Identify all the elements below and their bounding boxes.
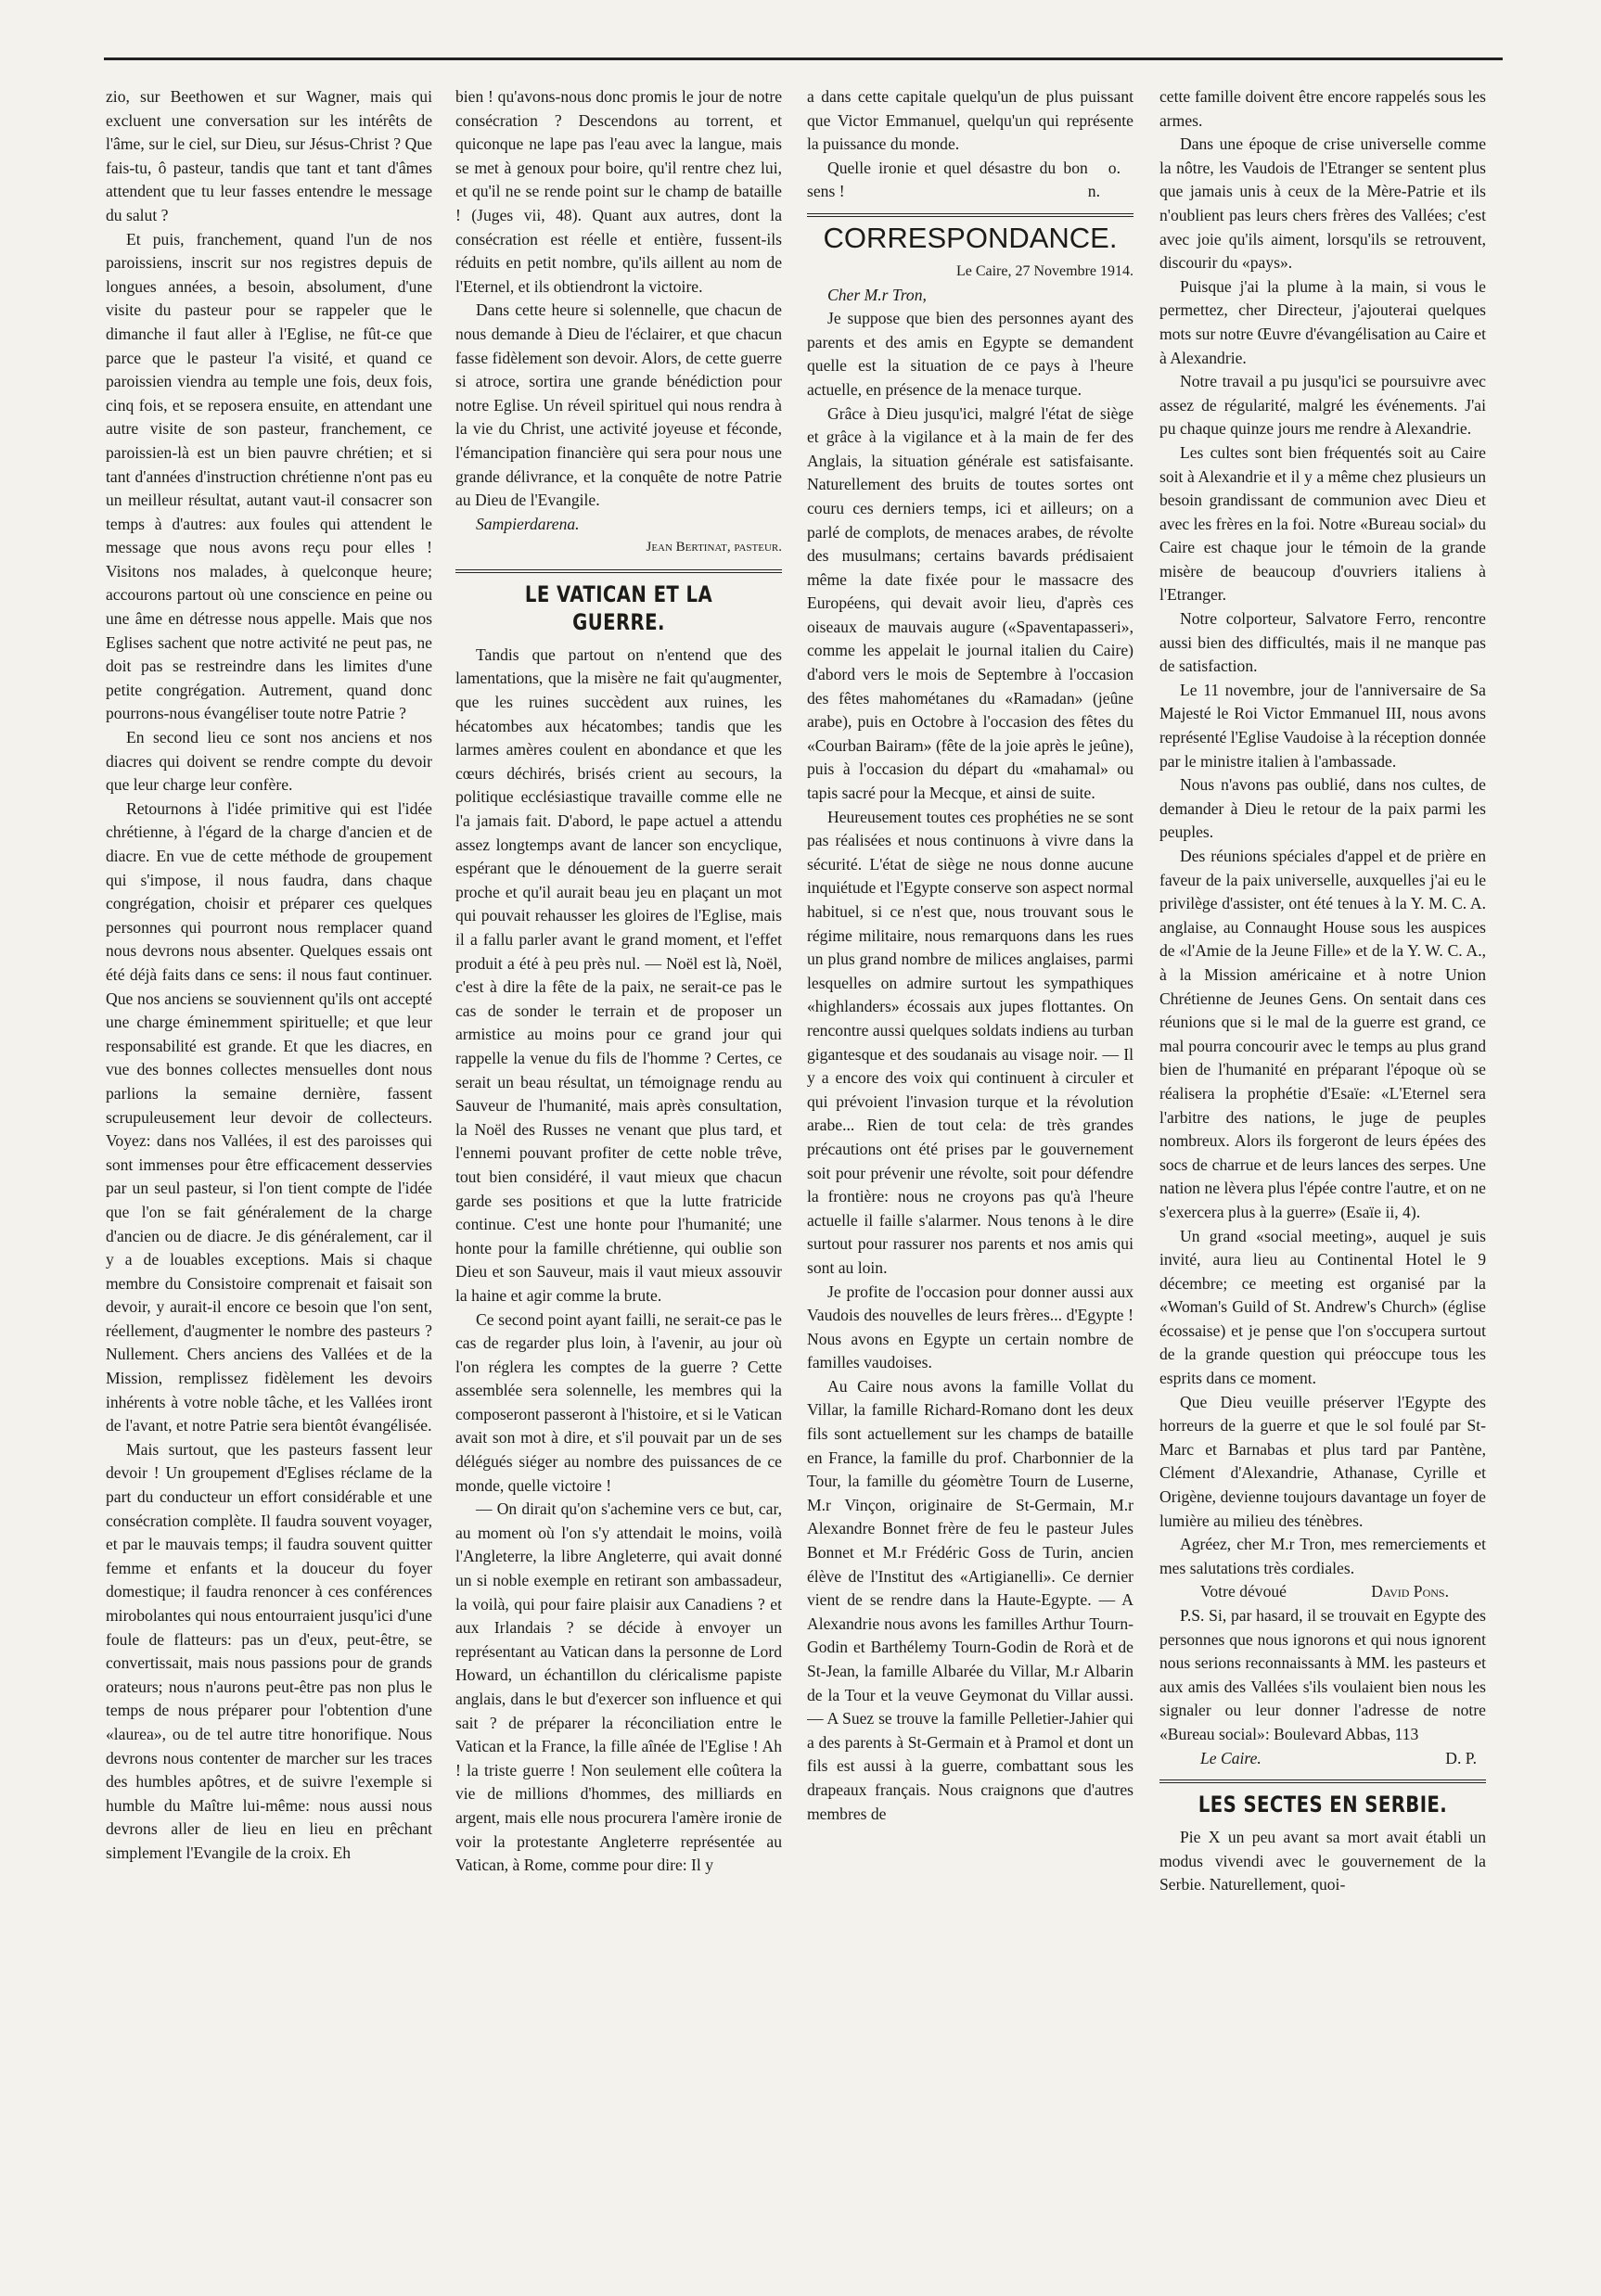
section-divider xyxy=(1159,1779,1486,1783)
paragraph: Que Dieu veuille préserver l'Egypte des horreurs de la guerre et que le sol foulé par St-Marc et Barnabas et plus tard par Pantène, Clément d'Alexandrie, Athanase, Cyrille et Origène, devienne toujours davantage un foyer de lumière au milieu des ténèbres. xyxy=(1159,1392,1486,1530)
signature-place: Sampierdarena. xyxy=(476,514,580,533)
paragraph-text: Quelle ironie et quel désastre du bon sens ! xyxy=(807,158,1088,201)
letter-salutation: Cher M.r Tron, xyxy=(827,285,927,304)
section-divider xyxy=(455,569,782,573)
paragraph: Agréez, cher M.r Tron, mes remerciements et mes salutations très cordiales. xyxy=(1159,1535,1486,1577)
letter-closing xyxy=(1159,1580,1486,1604)
paragraph: Je suppose que bien des personnes ayant des parents et des amis en Egypte se demandent quelle est la situation de ce pays à l'heure actuelle, en présence de la menace turque. xyxy=(807,309,1134,399)
paragraph: — On dirait qu'on s'achemine vers ce but, car, au moment où l'on s'y attendait le moins, voilà l'Angleterre, la libre Angleterre, qui avait donné un si noble exemple en retirant son ambassadeur, la voilà, qui pour faire plaisir aux Canadiens ? et aux Irlandais ? se décide à envoyer un représentant au Vatican dans la personne de Lord Howard, un échantillon du cléricalisme papiste anglais, dans le but d'exercer son influence et qui sait ? de préparer la réconciliation entre le Vatican et la France, la fille aînée de l'Eglise ! Ah ! la triste guerre ! Non seulement elle coûtera la vie de millions d'hommes, des milliards en argent, mais elle nous procurera l'amère ironie de voir la protestante Angleterre représentée au Vatican, à Rome, comme pour dire: Il y xyxy=(455,1499,782,1875)
article-heading: LE VATICAN ET LA GUERRE. xyxy=(524,580,713,635)
article-heading: LES SECTES EN SERBIE. xyxy=(1198,1792,1448,1818)
paragraph-signed xyxy=(807,157,1134,204)
paragraph: Tandis que partout on n'entend que des lamentations, que la misère ne fait qu'augmenter, que les ruines succèdent aux ruines, les hécatombes aux hécatombes; tandis que les larmes amères coulent en abondance et que les cœurs déchirés, brisés crient au secours, la politique ecclésiastique travaille comme elle ne l'a jamais fait. D'abord, le pape actuel a attendu assez longtemps avant de lancer son encyclique, espérant que le dénouement de la guerre serait proche et qu'il aurait beau jeu en plaçant un mot qui pouvait rehausser les gloires de l'Eglise, mais il a fallu parler avant le grand moment, et l'effet produit a été à peu près nul. — Noël est là, Noël, c'est à dire la fête de la paix, ne serait-ce pas le cas de sonder le terrain et de proposer un armistice au moins pour ce grand jour qui rappelle la venue du fils de l'homme ? Certes, ce serait un beau résultat, un témoignage rendu au Sauveur de l'humanité, mais après consultation, la Noël des Russes ne venant que plus tard, et l'ennemi pouvant profiter de cette noble trêve, tout bien considéré, il vaut mieux que chacun garde ses positions et que la lutte fratricide continue. C'est une honte pour l'humanité; une honte pour la famille chrétienne, qui oublie son Dieu et son Sauveur, mais il vaut mieux assouvir la haine et agir comme la brute. xyxy=(455,644,782,1305)
top-rule xyxy=(104,57,1503,60)
postscript: P.S. Si, par hasard, il se trouvait en Egypte des personnes que nous ignorons et qui nous ignorent nous serions reconnaissants à MM. les pasteurs et aux amis des Vallées s'ils voulaient bien nous les signaler ou leur donner l'adresse de notre «Bureau social»: Boulevard Abbas, 113 xyxy=(1159,1606,1486,1743)
paragraph: Le 11 novembre, jour de l'anniversaire de Sa Majesté le Roi Victor Emmanuel III, nous avons représenté l'Eglise Vaudoise à la réception donnée par le ministre italien à l'ambassade. xyxy=(1159,680,1486,771)
postscript-place: Le Caire. xyxy=(1200,1748,1262,1767)
paragraph: Un grand «social meeting», auquel je suis invité, aura lieu au Continental Hotel le 9 décembre; ce meeting est organisé par la «Woman's Guild of St. Andrew's Church» (église écossaise) et je pense que l'on s'occupera surtout de la grande question qui préoccupe tous les esprits dans ce moment. xyxy=(1159,1226,1486,1388)
paragraph: Heureusement toutes ces prophéties ne se sont pas réalisées et nous continuons à vivre dans la sécurité. L'état de siège ne nous donne aucune inquiétude et l'Egypte conserve son aspect normal habituel, si ce n'est que, nous trouvant sous le régime militaire, nous remarquons dans les rues un plus grand nombre de milices anglaises, parmi lesquelles on admire surtout les sympathiques «highlanders» écossais aux jupes flottantes. On rencontre aussi quelques soldats indiens au turban gigantesque et des soudanais au visage noir. — Il y a encore des voix qui continuent à circuler et qui prévoient l'invasion turque et la révolution arabe... Rien de tout cela: de très grandes précautions ont été prises par le gouvernement soit pour prévenir une révolte, soit pour défendre la frontière: nous ne croyons pas qu'à l'heure actuelle il faille s'alarmer. Nous tenons à le dire surtout pour rassurer nos parents et nos amis qui sont au loin. xyxy=(807,807,1134,1277)
paragraph: Mais surtout, que les pasteurs fassent leur devoir ! Un groupement d'Eglises réclame de la part du conducteur un effort considérable et une consécration complète. Il faudra souvent voyager, et par le mauvais temps; il faudra souvent quitter femme et enfants et la douceur du foyer domestique; il faudra renoncer à ces conférences mirobolantes qui nous entourraient jusqu'ici d'une foule de flatteurs: pas un d'eux, peut-être, se convertissait, mais nous passions pour de grands orateurs; nous n'aurons peut-être pas non plus le temps de nous préparer pour l'obtention d'une «laurea», ou de tel autre titre honorifique. Nous devrons nous contenter de marcher sur les traces des humbles apôtres, et de suivre l'exemple si humble du Maître lui-même: nous aussi nous devrons aller de lieu en lieu en prêchant simplement l'Evangile de la croix. Eh xyxy=(106,1439,432,1862)
paragraph: a dans cette capitale quelqu'un de plus puissant que Victor Emmanuel, quelqu'un qui représente la puissance du monde. xyxy=(807,87,1134,154)
paragraph: Nous n'avons pas oublié, dans nos cultes, de demander à Dieu le retour de la paix parmi les peuples. xyxy=(1159,775,1486,842)
paragraph: bien ! qu'avons-nous donc promis le jour de notre consécration ? Descendons au torrent, et quiconque ne lape pas l'eau avec la langue, mais se met à genoux pour boire, qu'il rentre chez lui, et qu'il ne se rende point sur le champ de bataille ! (Juges vii, 48). Quant aux autres, dont la consécration est réelle et entière, fussent-ils réduits en petit nombre, qu'ils aillent au nom de l'Eternel, et ils obtiendront la victoire. xyxy=(455,87,782,296)
paragraph: Ce second point ayant failli, ne serait-ce pas le cas de regarder plus loin, à l'avenir, au jour où l'on réglera les comptes de la guerre ? Cette assemblée sera solennelle, les membres qui la composeront passeront à l'histoire, et si le Vatican avait son mot à dire, et s'il pouvait par un de ses délégués siéger au nombre des puissances de ce monde, quelle victoire ! xyxy=(455,1309,782,1495)
paragraph: Notre travail a pu jusqu'ici se poursuivre avec assez de régularité, malgré les événements. J'ai pu chaque quinze jours me rendre à Alexandrie. xyxy=(1159,372,1486,439)
paragraph: Grâce à Dieu jusqu'ici, malgré l'état de siège et grâce à la vigilance et à la main de fer des Anglais, la situation générale est satisfaisante. Naturellement des bruits de toutes sortes ont couru ces derniers temps, ici et ailleurs; on a parlé de complots, de menaces arabes, de révolte des musulmans; certains bavards prédisaient même la date fixée pour le massacre des Européens, qui devait avoir lieu, d'après ces oiseaux de mauvais augure («Spaventapasseri», comme les appelait le journal italien du Caire) d'abord vers le mois de Septembre à l'occasion des fêtes mahométanes du «Ramadan» (jeûne arabe), puis en Octobre à l'occasion des fêtes du «Courban Bairam» (fête de la joie après le jeûne), puis à l'occasion du départ du «mahamal» ou tapis sacré pour la Mecque, et ainsi de suite. xyxy=(807,403,1134,803)
paragraph: En second lieu ce sont nos anciens et nos diacres qui doivent se rendre compte du devoir que leur charge leur confère. xyxy=(106,728,432,795)
column-2 xyxy=(455,85,782,2227)
postscript-signoff xyxy=(1159,1747,1486,1771)
paragraph: Pie X un peu avant sa mort avait établi un modus vivendi avec le gouvernement de la Serbie. Naturellement, quoi- xyxy=(1159,1828,1486,1894)
article-signature: o. n. xyxy=(1087,158,1121,201)
paragraph: Des réunions spéciales d'appel et de prière en faveur de la paix universelle, auxquelles j'ai eu le privilège d'assister, ont été tenues à la Y. M. C. A. anglaise, au Connaught House sous les auspices de «l'Amie de la Jeune Fille» et de la Y. W. C. A., à la Mission américaine et à notre Union Chrétienne de Jeunes Gens. On sentait dans ces réunions que si le mal de la guerre est grand, ce mal pourra concourir avec le temps au plus grand bien de l'humanité en préparant l'époque où se réalisera la prophétie d'Esaïe: «L'Eternel sera l'arbitre des nations, le juge de peuples nombreux. Alors ils forgeront de leurs épées des socs de charrue et de leurs lances des serpes. Une nation ne lèvera plus l'épée contre l'autre, et on ne s'exercera plus à la guerre» (Esaïe ii, 4). xyxy=(1159,847,1486,1221)
article-heading: CORRESPONDANCE. xyxy=(823,221,1118,254)
paragraph: Retournons à l'idée primitive qui est l'idée chrétienne, à l'égard de la charge d'ancien et de diacre. En vue de cette méthode de groupement qui s'impose, il nous faudra, dans chaque congrégation, choisir et préparer ces quelques personnes qui pourront nous remplacer quand nous devrons nous absenter. Quelques essais ont été déjà faits dans ce sens: il nous faut continuer. Que nos anciens se souviennent qu'ils ont accepté une charge éminemment spirituelle; et que leur responsabilité est grande. Et que les diacres, en vue des bonnes collectes mensuelles dont nous parlions la semaine dernière, fassent scrupuleusement leur devoir de collecteurs. Voyez: dans nos Vallées, il est des paroisses qui sont immenses pour être efficacement desservies par un seul pasteur, si l'on tient compte de l'idée que l'on se fait généralement de la charge d'ancien ou de diacre. Je dis généralement, car il y a de louables exceptions. Mais si chaque membre du Consistoire comprenait et faisait son devoir, y aurait-il encore ce besoin que l'on sent, réellement, d'augmenter le nombre des pasteurs ? Nullement. Chers anciens des Vallées et de la Mission, remplissez fidèlement les devoirs inhérents à votre noble tâche, et les Vallées iront de l'avant, et notre Patrie sera bientôt évangélisée. xyxy=(106,798,432,1435)
column-4 xyxy=(1159,85,1486,2227)
paragraph: Au Caire nous avons la famille Vollat du Villar, la famille Richard-Romano dont les deux fils sont actuellement sur les champs de bataille en France, la famille du prof. Charbonnier de la Tour, la famille du géomètre Tourn de Luserne, M.r Vinçon, originaire de St-Germain, M.r Alexandre Bonnet frère de feu le pasteur Jules Bonnet et M.r Frédéric Goss de Turin, ancien élève de l'Institut des «Artigianelli». Ce dernier vient de se rendre dans la Haute-Egypte. — A Alexandrie nous avons les familles Arthur Tourn-Godin et Barthélemy Tourn-Godin de Rorà et de St-Jean, la famille Albarée du Villar, M.r Albarin de la Tour et la veuve Geymonat du Villar aussi. — A Suez se trouve la famille Pelletier-Jahier qui a des parents à St-Germain et à Pramol et dont un fils est aussi à la guerre, combattant sous les drapeaux français. Nous craignons que d'autres membres de xyxy=(807,1376,1134,1823)
paragraph: Les cultes sont bien fréquentés soit au Caire soit à Alexandrie et il y a même chez plusieurs un besoin grandissant de communion avec Dieu et avec les frères en la foi. Notre «Bureau social» du Caire est chaque jour le témoin de la grande misère de beaucoup d'ouvriers italiens à l'Etranger. xyxy=(1159,442,1486,605)
column-1 xyxy=(106,85,432,2227)
postscript-initials: D. P. xyxy=(1445,1748,1477,1767)
paragraph: Et puis, franchement, quand l'un de nos paroissiens, inscrit sur nos registres depuis de longues années, a besoin, absolument, d'une visite du pasteur pour se rappeler que le dimanche il faut aller à l'Eglise, ne fût-ce que parce que le pasteur l'a visité, et quand ce paroissien viendra au temple une fois, deux fois, cinq fois, et se reposera ensuite, en attendant une autre visite de son pasteur, franchement, ce paroissien-là est un bien pauvre chrétien; et si tant d'années d'instruction chrétienne n'ont pas eu un meilleur résultat, autant vaut-il consacrer son temps à d'autres: aux foules qui attendent le message que nous avons reçu pour elles ! Visitons nos malades, à quelconque heure; accourons partout où une conscience en peine ou une âme en détresse nous appelle. Mais que nos Eglises sachent que notre activité ne peut pas, ne doit pas se restreindre dans les limites d'une petite congrégation. Autrement, quand donc pourrons-nous évangéliser toute notre Patrie ? xyxy=(106,229,432,723)
paragraph: zio, sur Beethowen et sur Wagner, mais qui excluent une conversation sur les intérêts de l'âme, sur le ciel, sur Dieu, sur Jésus-Christ ? Que fais-tu, ô pasteur, tandis que tant et tant d'âmes attendent que tu leur fasses entendre le message du salut ? xyxy=(106,87,432,224)
letter-dateline: Le Caire, 27 Novembre 1914. xyxy=(955,262,1134,279)
paragraph: Notre colporteur, Salvatore Ferro, rencontre aussi bien des difficultés, mais il ne manque pas de satisfaction. xyxy=(1159,609,1486,676)
paragraph: Dans une époque de crise universelle comme la nôtre, les Vaudois de l'Etranger se sentent plus que jamais unis à ceux de la Mère-Patrie et ils n'oublient pas leurs chers frères des Vallées; c'est avec joie qu'ils aiment, lorsqu'ils se retrouvent, discourir du «pays». xyxy=(1159,134,1486,273)
section-divider xyxy=(807,213,1134,217)
column-3 xyxy=(807,85,1134,2227)
letter-signature: David Pons. xyxy=(1371,1582,1449,1601)
paragraph: Puisque j'ai la plume à la main, si vous le permettez, cher Directeur, j'ajouterai quelques mots sur notre Œuvre d'évangélisation au Caire et à Alexandrie. xyxy=(1159,276,1486,367)
paragraph: cette famille doivent être encore rappelés sous les armes. xyxy=(1159,87,1486,130)
closing-phrase: Votre dévoué xyxy=(1200,1582,1287,1601)
paragraph: Je profite de l'occasion pour donner aussi aux Vaudois des nouvelles de leurs frères... d'Egypte ! Nous avons en Egypte un certain nombre de familles vaudoises. xyxy=(807,1282,1134,1372)
signature-name: Jean Bertinat, pasteur. xyxy=(646,540,782,555)
paragraph: Dans cette heure si solennelle, que chacun de nous demande à Dieu de l'éclairer, et que chacun fasse fidèlement son devoir. Alors, de cette guerre si atroce, sortira une grande bénédiction pour notre Eglise. Un réveil spirituel qui nous rendra à la vie du Christ, une activité joyeuse et féconde, l'émancipation financière qui sera pour nous une grande délivrance, et la conquête de notre Patrie au Dieu de l'Evangile. xyxy=(455,300,782,510)
